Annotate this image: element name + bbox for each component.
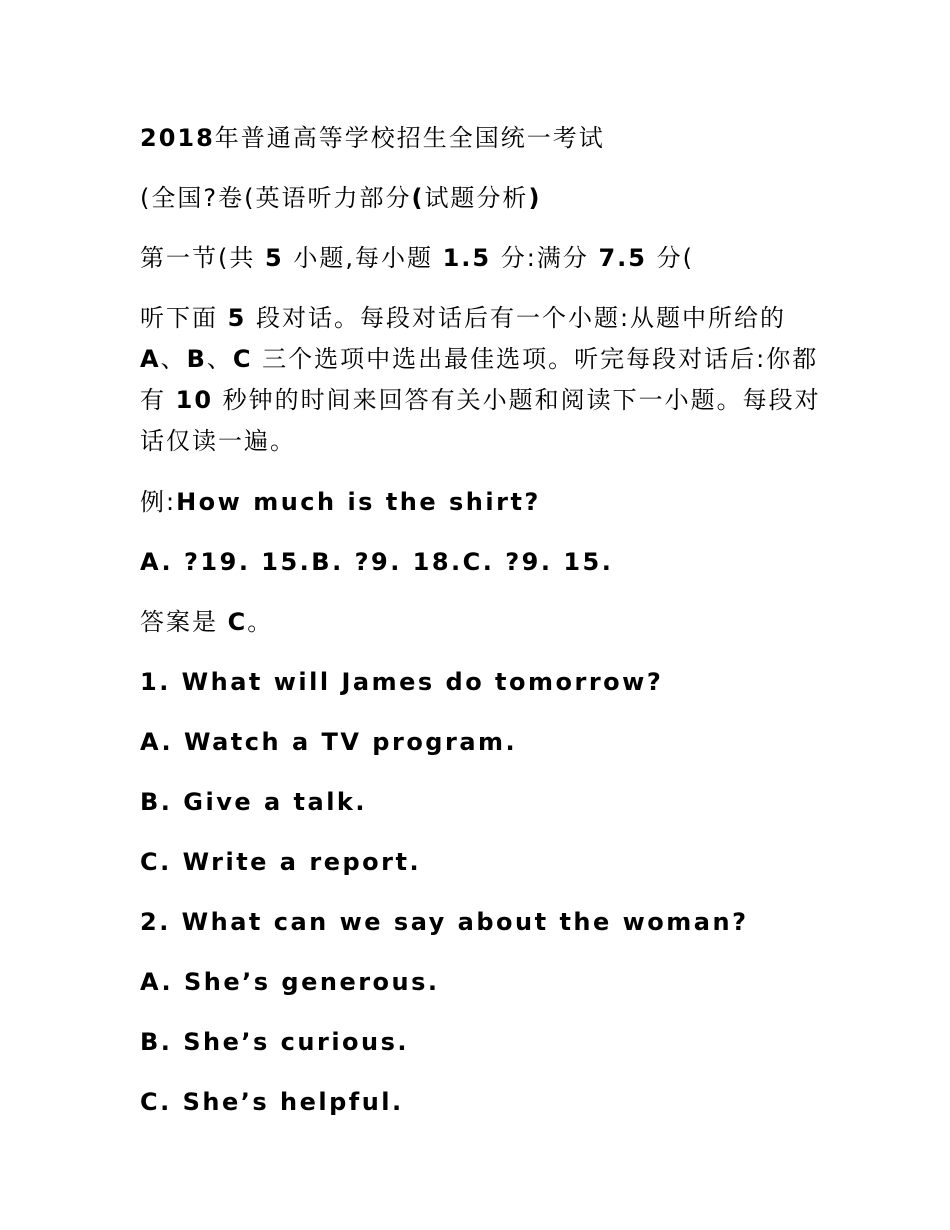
question-2-stem: 2. What can we say about the woman? <box>140 908 749 936</box>
exam-title-text: 年普通高等学校招生全国统一考试 <box>214 124 605 152</box>
section-points-total: 7.5 <box>598 244 647 272</box>
instr-option-b: B <box>186 345 207 373</box>
question-2-option-a: A. She’s generous. <box>140 968 440 996</box>
section-text-d: 分( <box>646 244 694 272</box>
instr-seconds: 10 <box>175 386 214 414</box>
question-2-option-c: C. She’s helpful. <box>140 1088 404 1116</box>
instr-option-c: C <box>232 345 253 373</box>
section-question-count: 5 <box>265 244 284 272</box>
instr-sep-1: 、 <box>160 345 187 373</box>
question-1-option-b: B. Give a talk. <box>140 788 367 816</box>
example-question <box>140 482 830 522</box>
question-1-option-c: C. Write a report. <box>140 848 422 876</box>
section-text-a: 第一节(共 <box>140 244 265 272</box>
example-question-text: How much is the shirt? <box>176 488 541 516</box>
instr-text-d: 秒钟的时间来回答有关小题和阅读下一小题。每段对话仅读一遍。 <box>140 386 821 455</box>
answer-letter: C <box>227 608 248 636</box>
section-text-c: 分:满分 <box>491 244 599 272</box>
section-points-each: 1.5 <box>442 244 492 272</box>
example-prefix: 例: <box>140 488 177 516</box>
section-heading <box>140 238 830 278</box>
instr-text-a: 听下面 <box>140 304 228 332</box>
example-options: A. ?19. 15.B. ?9. 18.C. ?9. 15. <box>140 548 614 576</box>
subtitle-part-b: ( <box>411 184 425 212</box>
instr-option-a: A <box>140 345 161 373</box>
exam-subtitle <box>140 178 830 218</box>
question-1-option-a: A. Watch a TV program. <box>140 728 518 756</box>
subtitle-part-a: (全国?卷(英语听力部分 <box>140 184 412 212</box>
question-2-option-b: B. She’s curious. <box>140 1028 410 1056</box>
exam-year: 2018 <box>140 124 215 152</box>
subtitle-part-c: 试题分析 <box>424 184 529 212</box>
instr-sep-2: 、 <box>206 345 233 373</box>
document-page <box>140 118 830 1142</box>
question-1-stem: 1. What will James do tomorrow? <box>140 668 664 696</box>
instr-text-b: 段对话。每段对话后有一个小题:从题中所给的 <box>246 304 787 332</box>
instr-text-c: 三个选项中选出最佳选项。听完每段对话后:你都有 <box>140 345 819 414</box>
example-answer <box>140 602 830 642</box>
exam-title <box>140 118 830 158</box>
instructions-paragraph <box>140 298 830 462</box>
subtitle-part-d: ) <box>528 184 542 212</box>
answer-suffix: 。 <box>247 608 274 636</box>
section-text-b: 小题,每小题 <box>283 244 443 272</box>
answer-prefix: 答案是 <box>140 608 228 636</box>
instr-dialog-count: 5 <box>227 304 247 332</box>
